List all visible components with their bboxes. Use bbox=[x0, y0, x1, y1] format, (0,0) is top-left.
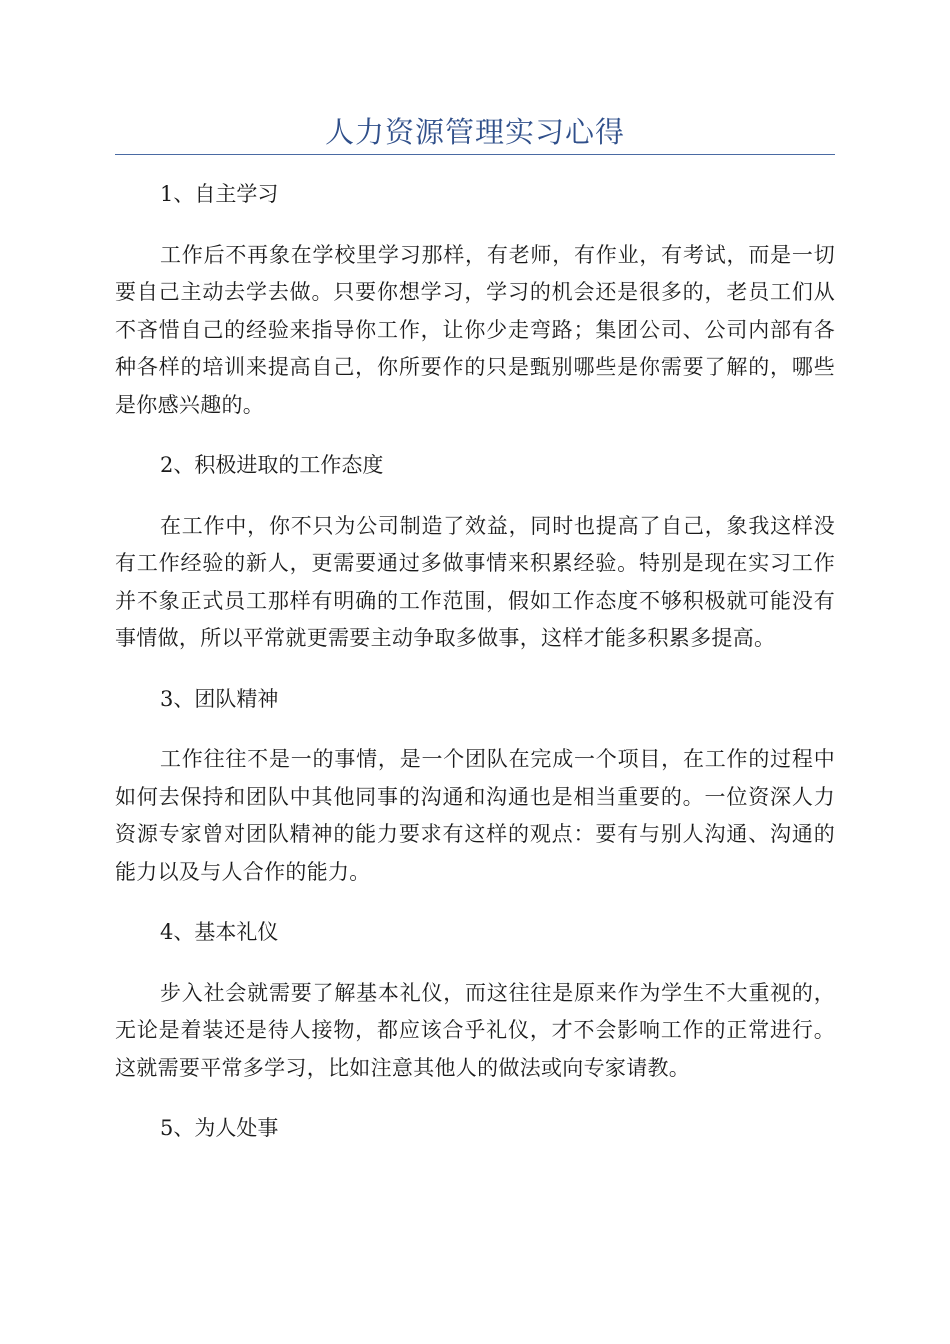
section-paragraph-4: 步入社会就需要了解基本礼仪，而这往往是原来作为学生不大重视的，无论是着装还是待人接物，都应该合乎礼仪，才不会影响工作的正常进行。这就需要平常多学习，比如注意其他人的做法或向专家请教。 bbox=[115, 980, 835, 1080]
section-paragraph-3: 工作往往不是一的事情，是一个团队在完成一个项目，在工作的过程中如何去保持和团队中其他同事的沟通和沟通也是相当重要的。一位资深人力资源专家曾对团队精神的能力要求有这样的观点：要有与别人沟通、沟通的能力以及与人合作的能力。 bbox=[115, 747, 835, 884]
section-heading-3: 3、团队精神 bbox=[160, 686, 279, 711]
section-heading-5: 5、为人处事 bbox=[160, 1116, 279, 1140]
section-paragraph-2: 在工作中，你不只为公司制造了效益，同时也提高了自己，象我这样没有工作经验的新人，更需要通过多做事情来积累经验。特别是现在实习工作并不象正式员工那样有明确的工作范围，假如工作态度不够积极就可能没有事情做，所以平常就更需要主动争取多做事，这样才能多积累多提高。 bbox=[115, 513, 835, 650]
section-heading-4: 4、基本礼仪 bbox=[160, 920, 279, 944]
document-title: 人力资源管理实习心得 bbox=[324, 115, 625, 149]
title-underline bbox=[115, 154, 835, 155]
section-heading-1: 1、自主学习 bbox=[160, 182, 279, 206]
section-paragraph-1: 工作后不再象在学校里学习那样，有老师，有作业，有考试，而是一切要自己主动去学去做。只要你想学习，学习的机会还是很多的，老员工们从不吝惜自己的经验来指导你工作，让你少走弯路；集团公司、公司内部有各种各样的培训来提高自己，你所要作的只是甄别哪些是你需要了解的，哪些是你感兴趣的。 bbox=[115, 242, 835, 417]
section-heading-2: 2、积极进取的工作态度 bbox=[160, 453, 384, 477]
document-body bbox=[115, 176, 835, 1171]
